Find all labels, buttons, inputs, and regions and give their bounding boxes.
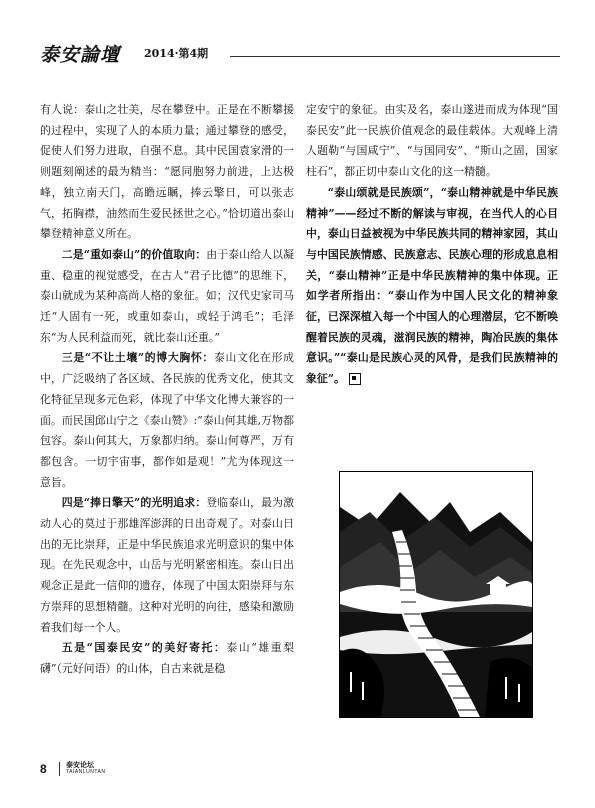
paragraph	[40, 245, 294, 349]
paragraph-body: 由于泰山给人以凝重、稳重的视觉感受，在古人“君子比德”的思维下，泰山就成为某种高尚人格的象征。如；汉代史家司马迁“人固有一死，或重如泰山，或轻于鸿毛”；毛泽东“为人民利益而死，就比泰山还重。”	[40, 247, 294, 344]
paragraph-body: 泰山文化在形成中，广泛吸纳了各区域、各民族的优秀文化，使其文化特征呈现多元色彩，体现了中华文化博大兼容的一面。而民国邱山宁之《泰山赞》:“泰山何其雄,万物都包容。泰山何其大，万象都归纳。泰山何尊严，万有都包含。一切宇宙事，都作如是观！”尤为体现这一意旨。	[40, 351, 294, 489]
right-column	[306, 100, 558, 390]
journal-logo: 泰安論壇	[40, 44, 121, 66]
footer-journal-romanized: TAIANLUNTAN	[66, 769, 106, 775]
left-column	[40, 100, 294, 680]
mountain-stairway-illustration	[339, 471, 533, 718]
woodcut-image	[340, 472, 532, 717]
page-number: 8	[40, 762, 47, 776]
paragraph-body: 泰山“雄重梨礴”（元好问语）的山体，自古来就是稳	[40, 641, 295, 675]
paragraph	[306, 183, 558, 390]
paragraph-heading: 二是“重如泰山”的价值取向：	[61, 247, 207, 261]
footer-divider	[59, 762, 60, 776]
end-of-article-icon	[349, 373, 361, 385]
header-rule	[230, 56, 560, 57]
running-header	[40, 40, 560, 68]
paragraph-heading: 三是“不让土壤”的博大胸怀：	[61, 351, 214, 365]
paragraph	[40, 638, 294, 679]
footer-journal-name: 泰安论坛	[66, 760, 94, 769]
issue-label: 2014·第4期	[144, 47, 209, 60]
paragraph-body: 登临泰山，最为激动人心的莫过于那雄浑澎湃的日出奇观了。对泰山日出的无比崇拜，正是中华民族追求光明意识的集中体现。在先民观念中，山岳与光明紧密相连。泰山日出观念正是此一信仰的遗存，体现了中国太阳崇拜与东方崇拜的思想精髓。这种对光明的向往，感染和激励着我们每一个人。	[40, 496, 294, 634]
paragraph: 定安宁的象征。由实及名，泰山遂进而成为体现“国泰民安”此一民族价值观念的最佳载体。大观峰上清人题勒“与国咸宁”、“与国同安”、“斯山之固，国家柱石”，都正切中泰山文化的这一精髓。	[306, 103, 558, 179]
paragraph	[40, 493, 294, 638]
paragraph: 有人说：泰山之壮美，尽在攀登中。正是在不断攀援的过程中，实现了人的本质力量；通过攀登的感受，促使人们努力进取，自强不息。其中民国袁家滑的一则题刻阐述的最为精当：“愿同胞努力前进，上达极峰，独立南天门，高瞻远瞩，捧云擎日，可以张志气，拓胸襟，油然而生爱民拯世之心。”恰切道出泰山攀登精神意义所在。	[40, 103, 294, 241]
paragraph-body: “泰山颂就是民族颂”，“泰山精神就是中华民族精神”——经过不断的解读与审视，在当代人的心目中，泰山日益被视为中华民族共同的精神家园，其山与中国民族情感、民族意志、民族心理的形成息息相关，“泰山精神”正是中华民族精神的集中体现。正如学者所指出：“泰山作为中国人民文化的精神象征，已深深植入每一个中国人的心理潜层，它不断唤醒着民族的灵魂，滋润民族的精神，陶冶民族的集体意识。”“泰山是民族心灵的风骨，是我们民族精神的象征”。	[306, 185, 558, 386]
paragraph-heading: 五是“国泰民安”的美好寄托：	[61, 641, 227, 655]
paragraph-heading: 四是“捧日擎天”的光明追求：	[61, 496, 207, 510]
paragraph	[40, 348, 294, 493]
page-footer	[40, 760, 560, 780]
